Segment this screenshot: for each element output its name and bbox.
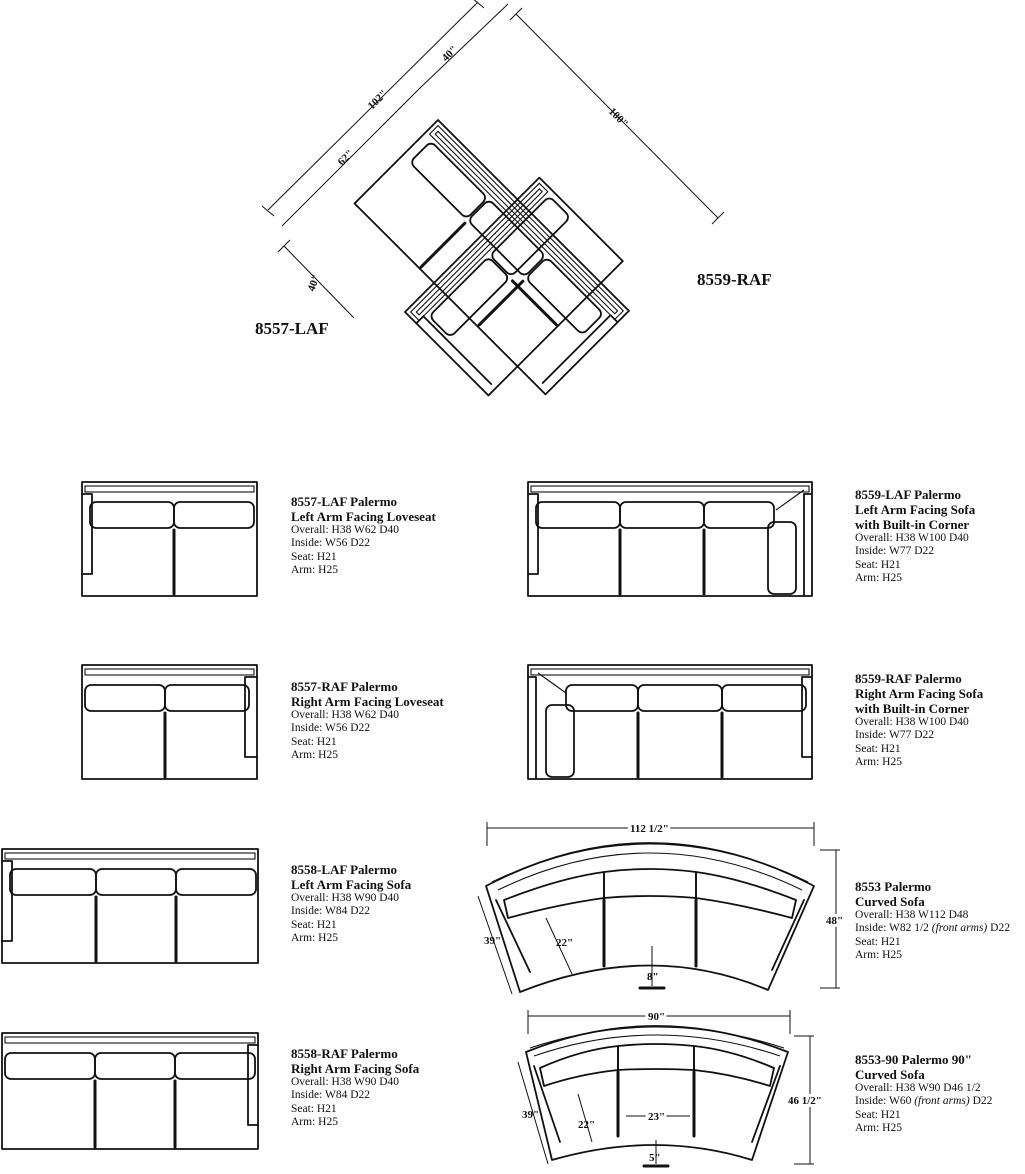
dim-8553-width: 112 1/2" xyxy=(630,823,669,835)
sofa-8559-raf-diagram xyxy=(528,665,812,779)
overall-dims: Overall: H38 W100 D40 xyxy=(855,716,969,728)
label-8559-raf: 8559-RAF xyxy=(697,270,772,289)
title-line-1: 8557-RAF Palermo xyxy=(291,679,398,694)
inside-suffix: D22 xyxy=(990,922,1010,935)
sofa-8557-laf-diagram xyxy=(82,482,257,596)
title-line-1: 8557-LAF Palermo xyxy=(291,494,398,509)
dim-8553-90-center: 5" xyxy=(649,1152,661,1164)
seat-height: Seat: H21 xyxy=(855,558,901,571)
title-line-1: 8558-RAF Palermo xyxy=(291,1046,398,1061)
arm-height: Arm: H25 xyxy=(291,932,338,945)
inside-note: (front arms) xyxy=(914,1095,970,1108)
title-line-2: Right Arm Facing Sofa xyxy=(291,1061,420,1076)
title-line-2: Right Arm Facing Sofa xyxy=(855,686,984,701)
inside-dims: Inside: W56 D22 xyxy=(291,537,371,550)
inside-dims xyxy=(855,1095,992,1108)
overall-dims: Overall: H38 W90 D40 xyxy=(291,1076,400,1088)
dim-8553-90-side: 39" xyxy=(522,1109,540,1121)
overall-dims: Overall: H38 W62 D40 xyxy=(291,709,400,721)
title-line-2: Left Arm Facing Loveseat xyxy=(291,509,436,524)
title-line-3: with Built-in Corner xyxy=(855,517,970,532)
title-line-2: Left Arm Facing Sofa xyxy=(855,502,976,517)
overall-dims: Overall: H38 W62 D40 xyxy=(291,524,400,536)
inside-dims: Inside: W56 D22 xyxy=(291,722,371,735)
inside-dims: Inside: W84 D22 xyxy=(291,905,371,918)
arm-height: Arm: H25 xyxy=(855,756,902,769)
dim-40-top: 40" xyxy=(439,43,461,65)
dim-8553-90-middle: 23" xyxy=(648,1111,666,1123)
title-line-1: 8553 Palermo xyxy=(855,879,932,894)
title-line-1: 8559-RAF Palermo xyxy=(855,671,962,686)
dim-8553-90-inner: 22" xyxy=(578,1119,596,1131)
inside-suffix: D22 xyxy=(972,1095,993,1108)
arm-height: Arm: H25 xyxy=(855,949,902,962)
desc-8559-raf xyxy=(855,671,983,770)
seat-height: Seat: H21 xyxy=(855,742,901,755)
desc-8553-90 xyxy=(855,1052,992,1136)
inside-prefix: Inside: W60 xyxy=(855,1095,912,1108)
title-line-1: 8558-LAF Palermo xyxy=(291,862,398,877)
title-line-2: Curved Sofa xyxy=(855,1067,925,1082)
sofa-8553-curved-diagram xyxy=(478,822,840,994)
overall-dims: Overall: H38 W90 D46 1/2 xyxy=(855,1082,981,1094)
arm-height: Arm: H25 xyxy=(291,749,338,762)
desc-8557-laf xyxy=(291,494,436,578)
title-line-2: Left Arm Facing Sofa xyxy=(291,877,412,892)
sofa-8558-raf-diagram xyxy=(2,1033,258,1149)
overall-dims: Overall: H38 W90 D40 xyxy=(291,892,400,904)
arm-height: Arm: H25 xyxy=(855,1122,902,1135)
overall-dims: Overall: H38 W100 D40 xyxy=(855,532,969,544)
title-line-2: Curved Sofa xyxy=(855,894,925,909)
dim-8553-center: 8" xyxy=(647,971,659,983)
desc-8557-raf xyxy=(291,679,444,763)
title-line-1: 8553-90 Palermo 90" xyxy=(855,1052,972,1067)
desc-8558-laf xyxy=(291,862,411,946)
dim-100: 100" xyxy=(605,105,631,131)
dim-40-side: 40" xyxy=(305,272,323,294)
desc-8553 xyxy=(855,879,1010,963)
title-line-2: Right Arm Facing Loveseat xyxy=(291,694,444,709)
inside-dims: Inside: W77 D22 xyxy=(855,545,935,558)
inside-note: (front arms) xyxy=(931,922,988,935)
sofa-8558-laf-diagram xyxy=(2,849,258,963)
desc-8558-raf xyxy=(291,1046,419,1130)
arm-height: Arm: H25 xyxy=(855,572,902,585)
dim-8553-side: 39" xyxy=(484,935,502,947)
seat-height: Seat: H21 xyxy=(291,1102,337,1115)
seat-height: Seat: H21 xyxy=(291,735,337,748)
inside-dims: Inside: W84 D22 xyxy=(291,1089,371,1102)
seat-height: Seat: H21 xyxy=(291,550,337,563)
sectional-diagram xyxy=(255,0,772,395)
sofa-8553-90-curved-diagram xyxy=(518,1010,814,1166)
arm-height: Arm: H25 xyxy=(291,1116,338,1129)
seat-height: Seat: H21 xyxy=(855,935,901,948)
seat-height: Seat: H21 xyxy=(855,1108,901,1121)
sofa-8557-raf-diagram xyxy=(82,665,257,779)
sofa-8559-laf-diagram xyxy=(528,482,812,596)
inside-dims xyxy=(855,922,1010,935)
dim-102: 102" xyxy=(365,87,391,113)
title-line-3: with Built-in Corner xyxy=(855,701,970,716)
dim-8553-inner: 22" xyxy=(556,937,574,949)
overall-dims: Overall: H38 W112 D48 xyxy=(855,909,969,921)
dim-8553-depth: 48" xyxy=(826,915,844,927)
inside-dims: Inside: W77 D22 xyxy=(855,729,935,742)
seat-height: Seat: H21 xyxy=(291,918,337,931)
title-line-1: 8559-LAF Palermo xyxy=(855,487,962,502)
desc-8559-laf xyxy=(855,487,975,586)
label-8557-laf: 8557-LAF xyxy=(255,319,329,338)
dim-8553-90-width: 90" xyxy=(648,1011,666,1023)
dim-62: 62" xyxy=(335,147,357,169)
dim-8553-90-depth: 46 1/2" xyxy=(788,1095,822,1107)
arm-height: Arm: H25 xyxy=(291,564,338,577)
inside-prefix: Inside: W82 1/2 xyxy=(855,922,929,935)
